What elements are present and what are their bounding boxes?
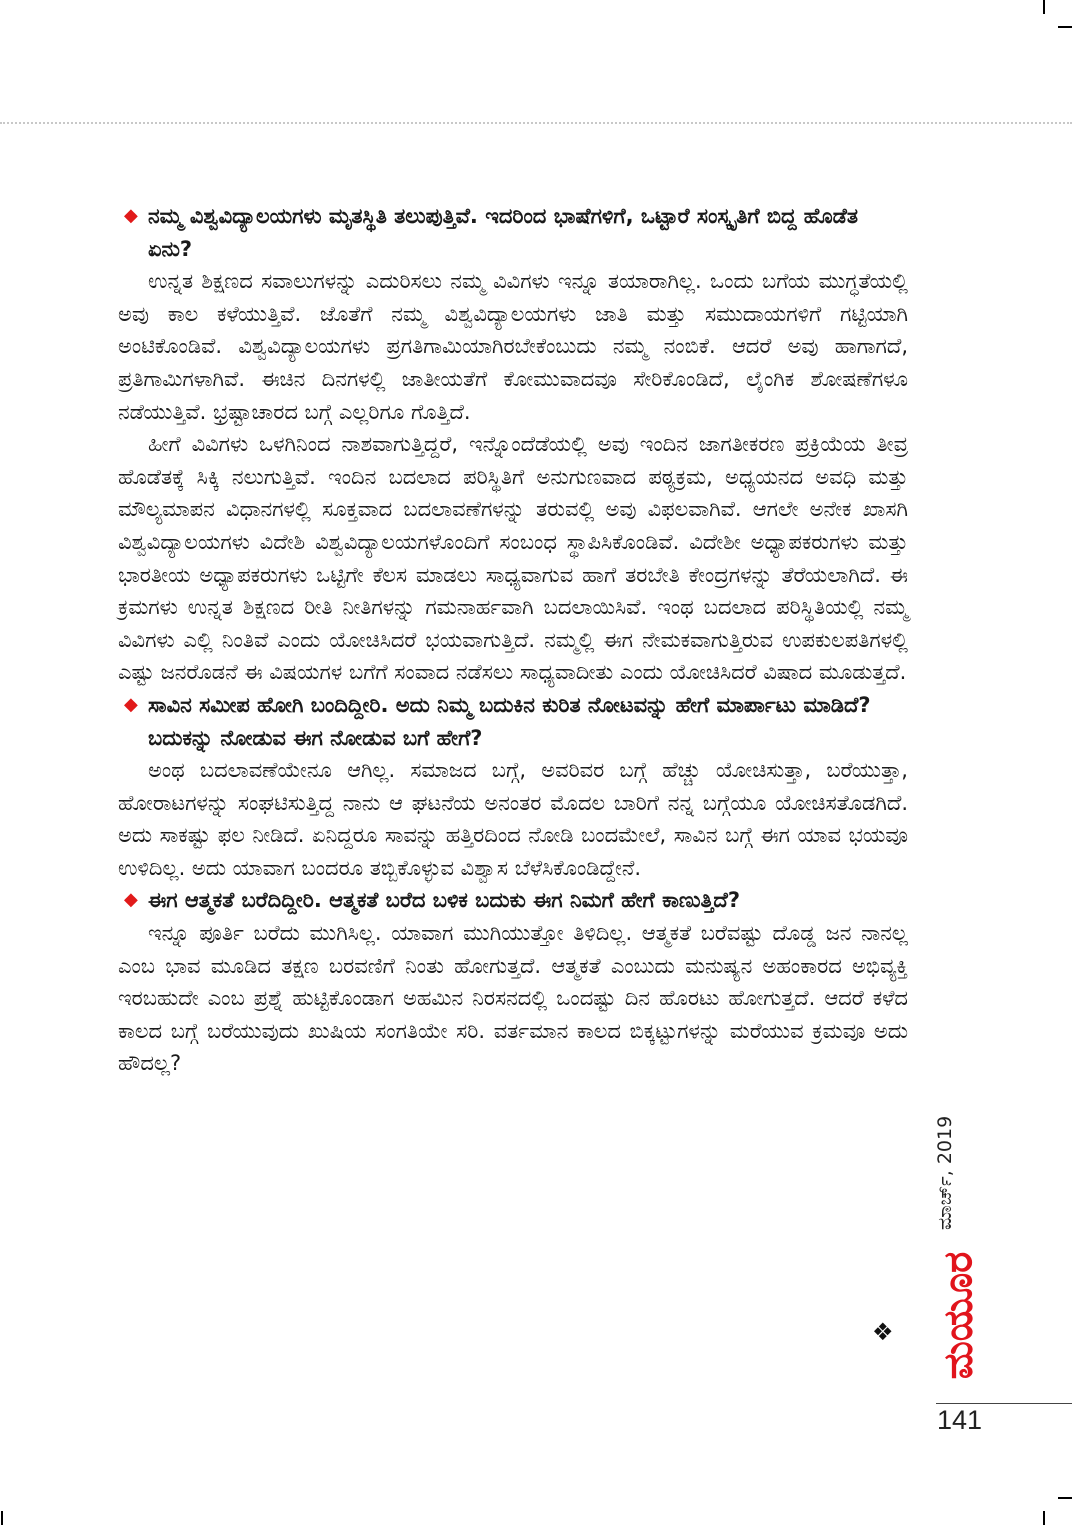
issue-date: ಮಾರ್ಚ್, 2019 [934,1115,956,1230]
header-dotted-rule [0,122,1072,124]
page-number: 141 [937,1405,983,1435]
article-body [118,200,908,1080]
page-number-rule [936,1403,1072,1404]
question-2 [118,689,908,754]
red-diamond-icon: ◆ [124,693,138,715]
crop-mark [1043,0,1045,14]
red-diamond-icon: ◆ [124,889,138,911]
magazine-masthead [936,1236,980,1394]
question-3-text: ಈಗ ಆತ್ಮಕತೆ ಬರೆದಿದ್ದೀರಿ. ಆತ್ಮಕತೆ ಬರೆದ ಬಳಿಕ ಬದುಕು ಈಗ ನಿಮಗೆ ಹೇಗೆ ಕಾಣುತ್ತಿದೆ? [148,888,740,913]
question-3 [118,884,908,917]
crop-mark [1058,1497,1072,1499]
end-of-article-ornament-icon: ❖ [872,1318,894,1346]
crop-mark [1058,26,1072,28]
question-1-text: ನಮ್ಮ ವಿಶ್ವವಿದ್ಯಾಲಯಗಳು ಮೃತಸ್ಥಿತಿ ತಲುಪುತ್ತಿವೆ. ಇದರಿಂದ ಭಾಷೆಗಳಿಗೆ, ಒಟ್ಟಾರೆ ಸಂಸ್ಕೃತಿಗೆ ಬಿದ್ದ ಹೊಡೆತ ಏನು? [148,204,858,261]
question-1 [118,200,908,265]
answer-3-paragraph: ಇನ್ನೂ ಪೂರ್ತಿ ಬರೆದು ಮುಗಿಸಿಲ್ಲ. ಯಾವಾಗ ಮುಗಿಯುತ್ತೋ ತಿಳಿದಿಲ್ಲ. ಆತ್ಮಕತೆ ಬರೆವಷ್ಟು ದೊಡ್ಡ ಜನ ನಾನಲ್ಲ ಎಂಬ ಭಾವ ಮೂಡಿದ ತಕ್ಷಣ ಬರವಣಿಗೆ ನಿಂತು ಹೋಗುತ್ತದೆ. ಆತ್ಮಕತೆ ಎಂಬುದು ಮನುಷ್ಯನ ಅಹಂಕಾರದ ಅಭಿವ್ಯಕ್ತಿ ಇರಬಹುದೇ ಎಂಬ ಪ್ರಶ್ನೆ ಹುಟ್ಟಿಕೊಂಡಾಗ ಅಹಮಿನ ನಿರಸನದಲ್ಲಿ ಒಂದಷ್ಟು ದಿನ ಹೊರಟು ಹೋಗುತ್ತದೆ. ಆದರೆ ಕಳೆದ ಕಾಲದ ಬಗ್ಗೆ ಬರೆಯುವುದು ಖುಷಿಯ ಸಂಗತಿಯೇ ಸರಿ. ವರ್ತಮಾನ ಕಾಲದ ಬಿಕ್ಕಟ್ಟುಗಳನ್ನು ಮರೆಯುವ ಕ್ರಮವೂ ಅದು ಹೌದಲ್ಲ? [118,921,908,1076]
question-2-text: ಸಾವಿನ ಸಮೀಪ ಹೋಗಿ ಬಂದಿದ್ದೀರಿ. ಅದು ನಿಮ್ಮ ಬದುಕಿನ ಕುರಿತ ನೋಟವನ್ನು ಹೇಗೆ ಮಾರ್ಪಾಟು ಮಾಡಿದೆ? ಬದುಕನ್ನು ನೋಡುವ ಈಗ ನೋಡುವ ಬಗೆ ಹೇಗೆ? [148,692,871,750]
answer-2-paragraph: ಅಂಥ ಬದಲಾವಣೆಯೇನೂ ಆಗಿಲ್ಲ. ಸಮಾಜದ ಬಗ್ಗೆ, ಅವರಿವರ ಬಗ್ಗೆ ಹೆಚ್ಚು ಯೋಚಿಸುತ್ತಾ, ಬರೆಯುತ್ತಾ, ಹೋರಾಟಗಳನ್ನು ಸಂಘಟಿಸುತ್ತಿದ್ದ ನಾನು ಆ ಘಟನೆಯ ಅನಂತರ ಮೊದಲ ಬಾರಿಗೆ ನನ್ನ ಬಗ್ಗೆಯೂ ಯೋಚಿಸತೊಡಗಿದೆ. ಅದು ಸಾಕಷ್ಟು ಫಲ ನೀಡಿದೆ. ಏನಿದ್ದರೂ ಸಾವನ್ನು ಹತ್ತಿರದಿಂದ ನೋಡಿ ಬಂದಮೇಲೆ, ಸಾವಿನ ಬಗ್ಗೆ ಈಗ ಯಾವ ಭಯವೂ ಉಳಿದಿಲ್ಲ. ಅದು ಯಾವಾಗ ಬಂದರೂ ತಬ್ಬಿಕೊಳ್ಳುವ ವಿಶ್ವಾಸ ಬೆಳೆಸಿಕೊಂಡಿದ್ದೇನೆ. [118,758,908,880]
answer-1-paragraph-1: ಉನ್ನತ ಶಿಕ್ಷಣದ ಸವಾಲುಗಳನ್ನು ಎದುರಿಸಲು ನಮ್ಮ ವಿವಿಗಳು ಇನ್ನೂ ತಯಾರಾಗಿಲ್ಲ. ಒಂದು ಬಗೆಯ ಮುಗ್ಧತೆಯಲ್ಲಿ ಅವು ಕಾಲ ಕಳೆಯುತ್ತಿವೆ. ಜೊತೆಗೆ ನಮ್ಮ ವಿಶ್ವವಿದ್ಯಾಲಯಗಳು ಜಾತಿ ಮತ್ತು ಸಮುದಾಯಗಳಿಗೆ ಗಟ್ಟಿಯಾಗಿ ಅಂಟಿಕೊಂಡಿವೆ. ವಿಶ್ವವಿದ್ಯಾಲಯಗಳು ಪ್ರಗತಿಗಾಮಿಯಾಗಿರಬೇಕೆಂಬುದು ನಮ್ಮ ನಂಬಿಕೆ. ಆದರೆ ಅವು ಹಾಗಾಗದೆ, ಪ್ರತಿಗಾಮಿಗಳಾಗಿವೆ. ಈಚಿನ ದಿನಗಳಲ್ಲಿ ಜಾತೀಯತೆಗೆ ಕೋಮುವಾದವೂ ಸೇರಿಕೊಂಡಿದೆ, ಲೈಂಗಿಕ ಶೋಷಣೆಗಳೂ ನಡೆಯುತ್ತಿವೆ. ಭ್ರಷ್ಟಾಚಾರದ ಬಗ್ಗೆ ಎಲ್ಲರಿಗೂ ಗೊತ್ತಿದೆ. [118,269,908,424]
magazine-name: ಮಯೂರ [934,1251,982,1379]
answer-1-paragraph-2: ಹೀಗೆ ವಿವಿಗಳು ಒಳಗಿನಿಂದ ನಾಶವಾಗುತ್ತಿದ್ದರೆ, ಇನ್ನೊಂದೆಡೆಯಲ್ಲಿ ಅವು ಇಂದಿನ ಜಾಗತೀಕರಣ ಪ್ರಕ್ರಿಯೆಯ ತೀವ್ರ ಹೊಡೆತಕ್ಕೆ ಸಿಕ್ಕಿ ನಲುಗುತ್ತಿವೆ. ಇಂದಿನ ಬದಲಾದ ಪರಿಸ್ಥಿತಿಗೆ ಅನುಗುಣವಾದ ಪಠ್ಯಕ್ರಮ, ಅಧ್ಯಯನದ ಅವಧಿ ಮತ್ತು ಮೌಲ್ಯಮಾಪನ ವಿಧಾನಗಳಲ್ಲಿ ಸೂಕ್ತವಾದ ಬದಲಾವಣೆಗಳನ್ನು ತರುವಲ್ಲಿ ಅವು ವಿಫಲವಾಗಿವೆ. ಆಗಲೇ ಅನೇಕ ಖಾಸಗಿ ವಿಶ್ವವಿದ್ಯಾಲಯಗಳು ವಿದೇಶಿ ವಿಶ್ವವಿದ್ಯಾಲಯಗಳೊಂದಿಗೆ ಸಂಬಂಧ ಸ್ಥಾಪಿಸಿಕೊಂಡಿವೆ. ವಿದೇಶೀ ಅಧ್ಯಾಪಕರುಗಳು ಮತ್ತು ಭಾರತೀಯ ಅಧ್ಯಾಪಕರುಗಳು ಒಟ್ಟಿಗೇ ಕೆಲಸ ಮಾಡಲು ಸಾಧ್ಯವಾಗುವ ಹಾಗೆ ತರಬೇತಿ ಕೇಂದ್ರಗಳನ್ನು ತೆರೆಯಲಾಗಿದೆ. ಈ ಕ್ರಮಗಳು ಉನ್ನತ ಶಿಕ್ಷಣದ ರೀತಿ ನೀತಿಗಳನ್ನು ಗಮನಾರ್ಹವಾಗಿ ಬದಲಾಯಿಸಿವೆ. ಇಂಥ ಬದಲಾದ ಪರಿಸ್ಥಿತಿಯಲ್ಲಿ ನಮ್ಮ ವಿವಿಗಳು ಎಲ್ಲಿ ನಿಂತಿವೆ ಎಂದು ಯೋಚಿಸಿದರೆ ಭಯವಾಗುತ್ತಿದೆ. ನಮ್ಮಲ್ಲಿ ಈಗ ನೇಮಕವಾಗುತ್ತಿರುವ ಉಪಕುಲಪತಿಗಳಲ್ಲಿ ಎಷ್ಟು ಜನರೊಡನೆ ಈ ವಿಷಯಗಳ ಬಗೆಗೆ ಸಂವಾದ ನಡೆಸಲು ಸಾಧ್ಯವಾದೀತು ಎಂದು ಯೋಚಿಸಿದರೆ ವಿಷಾದ ಮೂಡುತ್ತದೆ. [118,432,908,685]
red-diamond-icon: ◆ [124,205,138,226]
crop-mark [1043,1511,1045,1525]
crop-mark [1,1511,3,1525]
